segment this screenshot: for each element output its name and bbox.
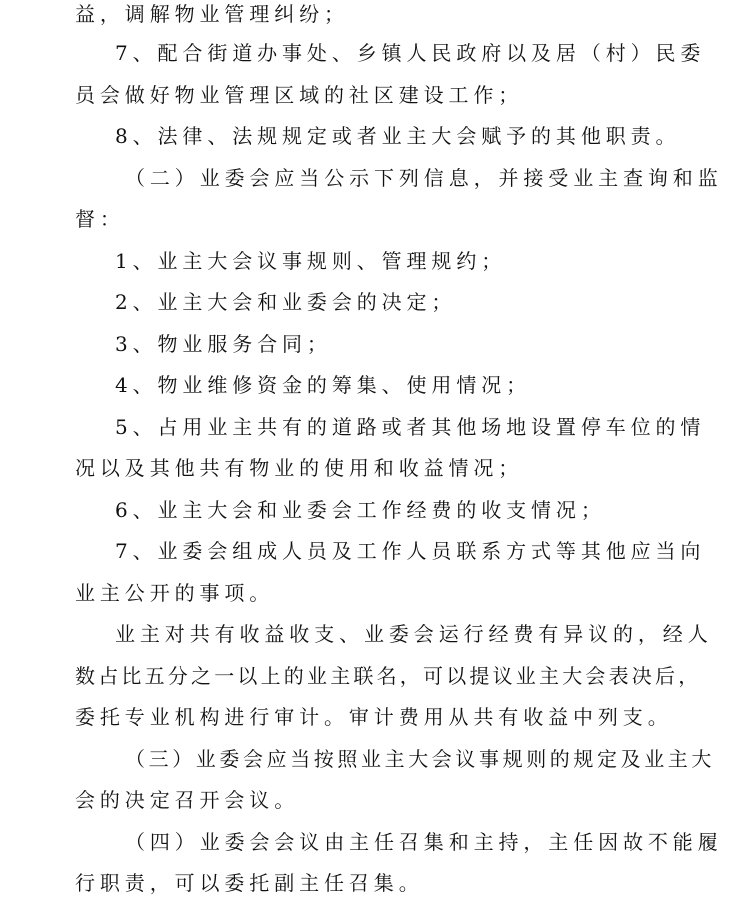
section-heading: （四）业委会会议由主任召集和主持，主任因故不能履 <box>125 830 723 854</box>
text-line: 7、配合街道办事处、乡镇人民政府以及居（村）民委 <box>115 41 706 65</box>
section-heading: （二）业委会应当公示下列信息，并接受业主查询和监 <box>125 166 723 190</box>
paragraph-line: 委托专业机构进行审计。审计费用从共有收益中列支。 <box>75 705 673 729</box>
text-line: 益，调解物业管理纠纷； <box>75 2 349 26</box>
text-line: 行职责，可以委托副主任召集。 <box>75 871 424 895</box>
text-line: 业主公开的事项。 <box>75 581 275 605</box>
text-line: 况以及其他共有物业的使用和收益情况； <box>75 456 524 480</box>
list-item: 2、业主大会和业委会的决定； <box>115 290 457 314</box>
list-item: 5、占用业主共有的道路或者其他场地设置停车位的情 <box>115 415 706 439</box>
paragraph-line: 数占比五分之一以上的业主联名，可以提议业主大会表决后， <box>75 664 702 688</box>
list-item: 1、业主大会议事规则、管理规约； <box>115 249 507 273</box>
text-line: 督： <box>75 207 125 231</box>
list-item: 7、业委会组成人员及工作人员联系方式等其他应当向 <box>115 539 706 563</box>
list-item: 6、业主大会和业委会工作经费的收支情况； <box>115 498 606 522</box>
section-heading: （三）业委会应当按照业主大会议事规则的规定及业主大 <box>125 747 715 771</box>
text-line: 员会做好物业管理区域的社区建设工作； <box>75 83 524 107</box>
list-item: 4、物业维修资金的筹集、使用情况； <box>115 373 532 397</box>
paragraph-line: 业主对共有收益收支、业委会运行经费有异议的，经人 <box>115 622 713 646</box>
text-line: 会的决定召开会议。 <box>75 788 300 812</box>
list-item: 3、物业服务合同； <box>115 332 332 356</box>
text-line: 8、法律、法规规定或者业主大会赋予的其他职责。 <box>115 124 681 148</box>
